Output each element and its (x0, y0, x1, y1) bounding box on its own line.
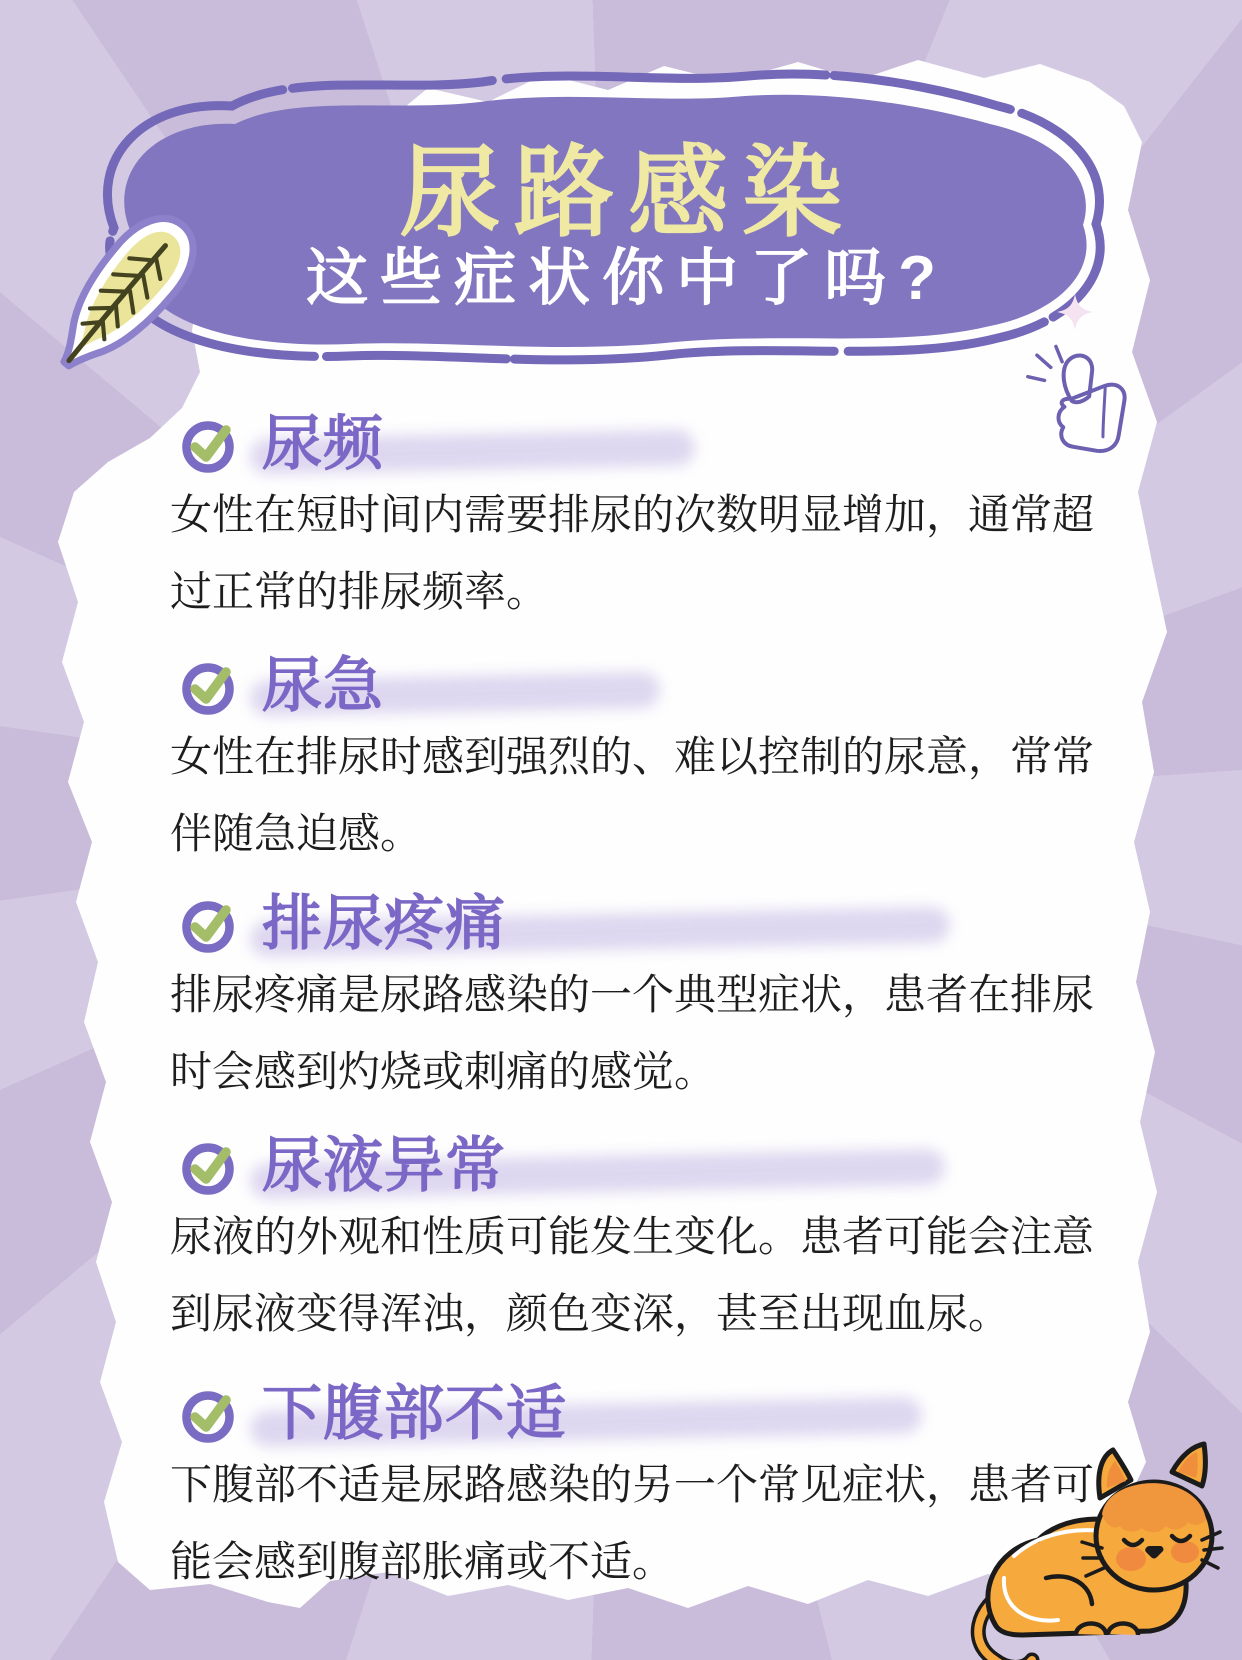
check-circle-icon (180, 898, 236, 954)
symptom-description: 下腹部不适是尿路感染的另一个常见症状，患者可能会感到腹部胀痛或不适。 (170, 1461, 1095, 1585)
check-circle-icon (180, 418, 236, 474)
symptom-heading: 排尿疼痛 (262, 890, 506, 957)
symptom-heading: 尿急 (262, 652, 384, 719)
poster-title: 尿路感染 (400, 137, 856, 249)
feather-icon (35, 200, 215, 390)
symptom-heading: 尿频 (262, 410, 384, 477)
symptom-description: 女性在短时间内需要排尿的次数明显增加，通常超过正常的排尿频率。 (170, 491, 1095, 615)
check-circle-icon (180, 1388, 236, 1444)
symptom-description: 女性在排尿时感到强烈的、难以控制的尿意，常常伴随急迫感。 (170, 733, 1095, 857)
symptom-heading: 尿液异常 (262, 1132, 506, 1199)
thumbs-up-icon (1022, 332, 1162, 472)
poster-subtitle: 这些症状你中了吗? (306, 244, 948, 313)
symptom-description: 排尿疼痛是尿路感染的一个典型症状，患者在排尿时会感到灼烧或刺痛的感觉。 (170, 971, 1095, 1095)
check-circle-icon (180, 1140, 236, 1196)
sparkle-icon (1056, 293, 1094, 331)
symptom-heading: 下腹部不适 (262, 1380, 567, 1447)
check-circle-icon (180, 660, 236, 716)
sleeping-cat-icon (950, 1428, 1230, 1660)
symptom-description: 尿液的外观和性质可能发生变化。患者可能会注意到尿液变得浑浊，颜色变深，甚至出现血尿。 (170, 1213, 1095, 1337)
